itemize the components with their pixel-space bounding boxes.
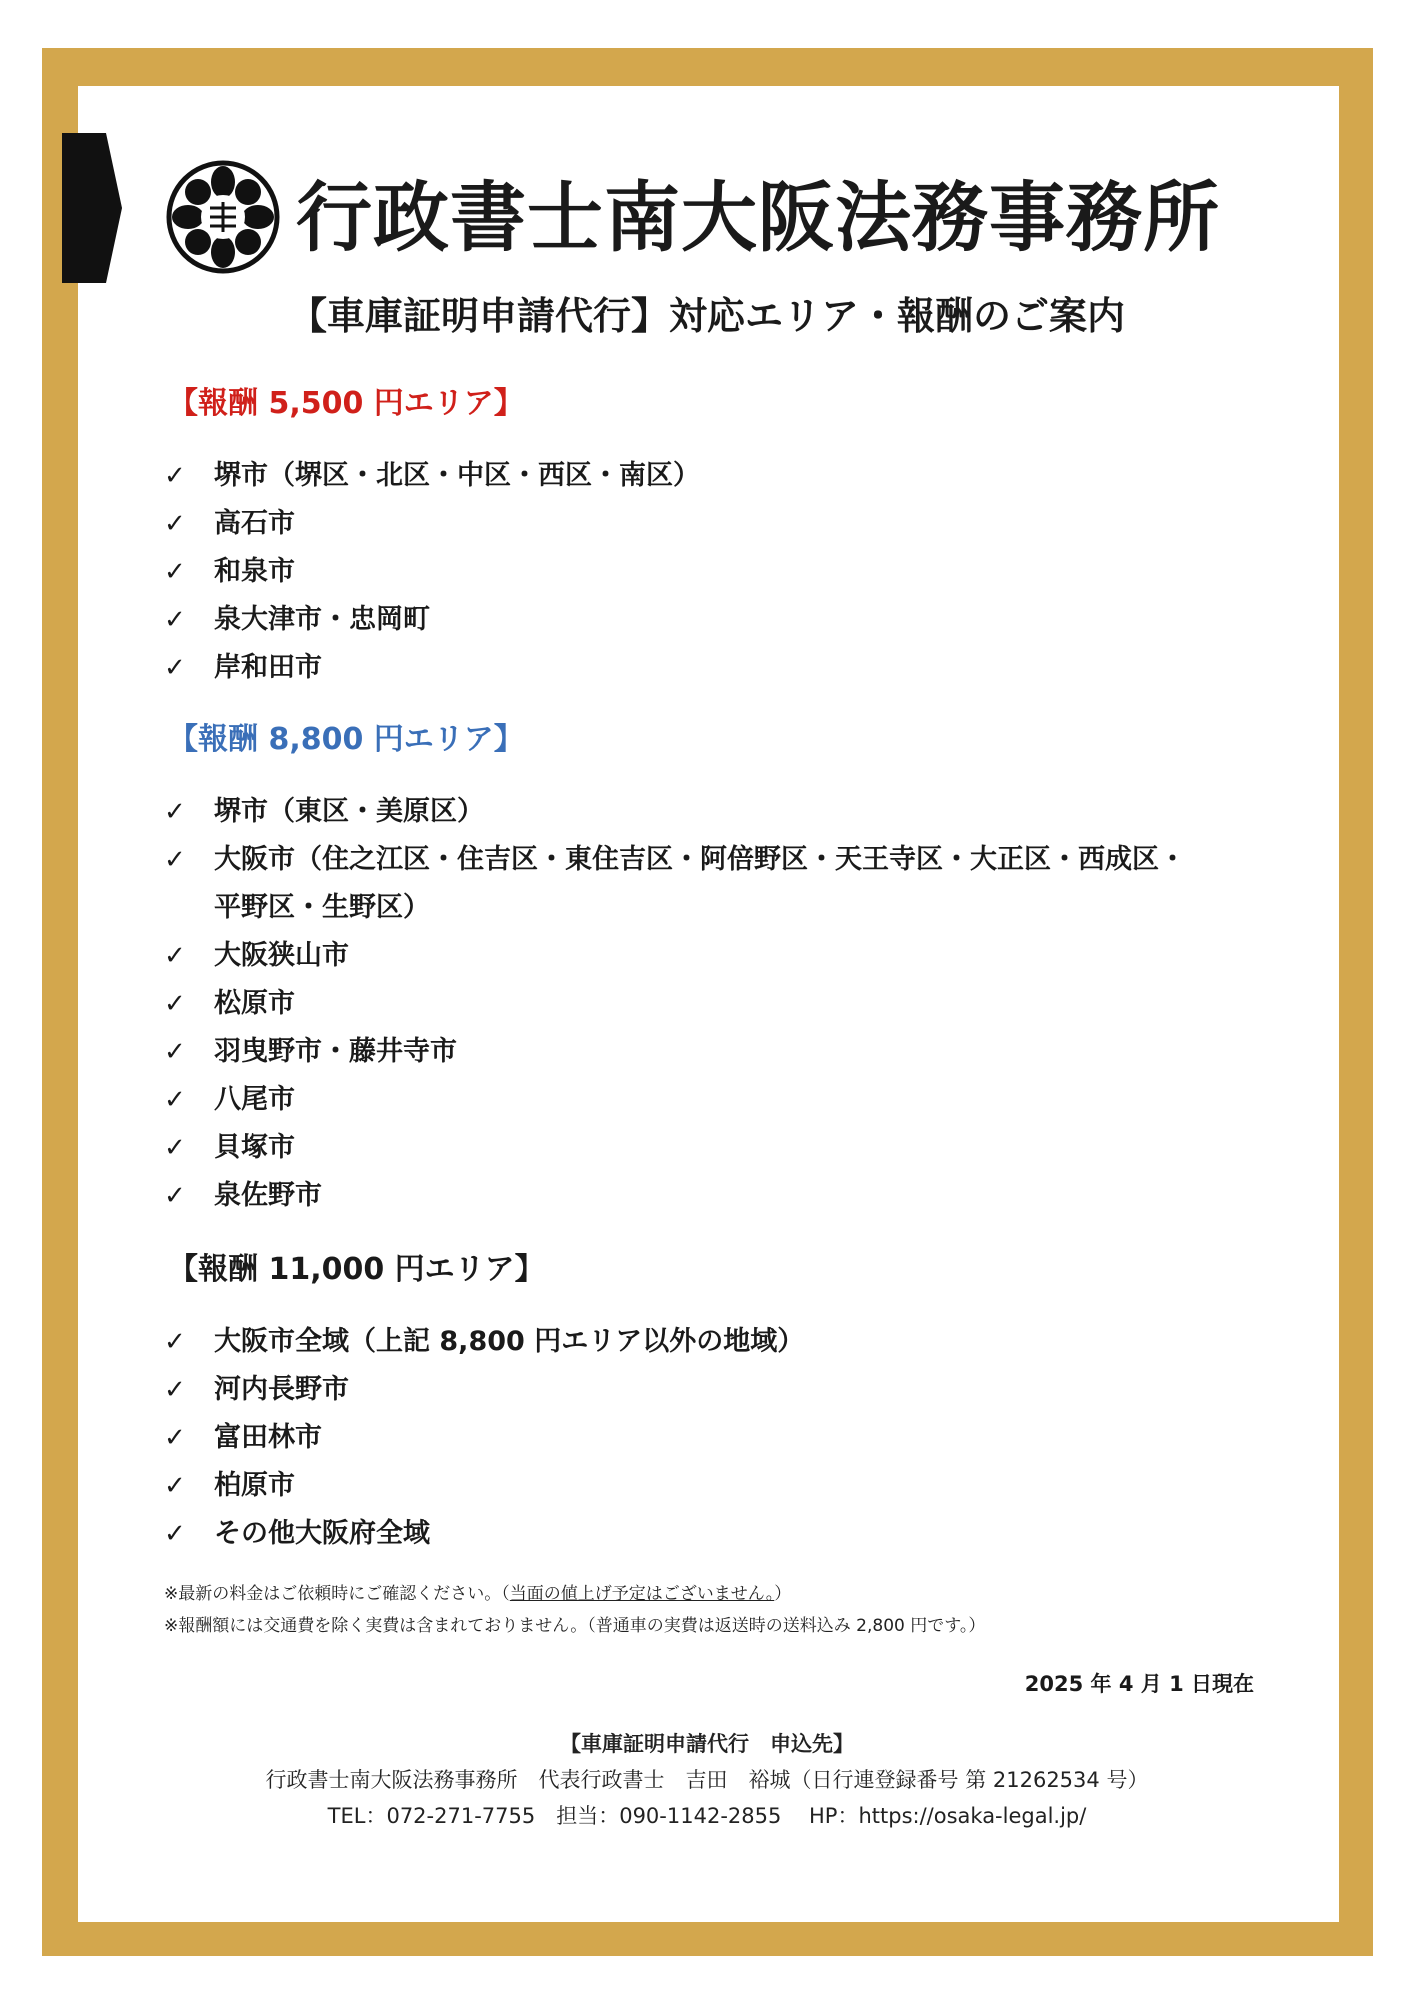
list-item: ✓ 柏原市	[160, 1462, 804, 1510]
check-icon: ✓	[164, 797, 186, 827]
check-icon: ✓	[164, 941, 186, 971]
list-item: ✓ 羽曳野市・藤井寺市	[160, 1028, 1186, 1076]
list-item: ✓ 大阪市（住之江区・住吉区・東住吉区・阿倍野区・天王寺区・大正区・西成区・	[160, 836, 1186, 884]
check-icon: ✓	[164, 989, 186, 1019]
check-icon: ✓	[164, 653, 186, 683]
check-icon: ✓	[164, 509, 186, 539]
list-item: ✓ 富田林市	[160, 1414, 804, 1462]
contact-phone-line: TEL：072-271-7755 担当：090-1142-2855 HP：https://osaka-legal.jp/	[327, 1804, 1087, 1828]
section-heading-5500: 【報酬 5,500 円エリア】	[168, 386, 524, 421]
office-emblem-logo	[166, 160, 280, 274]
list-item-continuation: 平野区・生野区）	[214, 892, 430, 923]
list-item: ✓ 泉大津市・忠岡町	[160, 596, 700, 644]
check-icon: ✓	[164, 1037, 186, 1067]
check-icon: ✓	[164, 1519, 186, 1549]
contact-heading: 【車庫証明申請代行 申込先】	[560, 1732, 854, 1756]
list-item: ✓ 大阪市全域（上記 8,800 円エリア以外の地域）	[160, 1318, 804, 1366]
list-item: ✓ 河内長野市	[160, 1366, 804, 1414]
area-list-5500	[160, 452, 700, 692]
check-icon: ✓	[164, 461, 186, 491]
list-item: ✓ 泉佐野市	[160, 1172, 1186, 1220]
area-list-8800	[160, 788, 1186, 1220]
list-item: ✓ 貝塚市	[160, 1124, 1186, 1172]
document-subtitle: 【車庫証明申請代行】対応エリア・報酬のご案内	[288, 294, 1125, 338]
check-icon: ✓	[164, 1133, 186, 1163]
check-icon: ✓	[164, 1085, 186, 1115]
note-expenses: ※報酬額には交通費を除く実費は含まれておりません。（普通車の実費は返送時の送料込み 2,800 円です。）	[164, 1616, 986, 1636]
check-icon: ✓	[164, 605, 186, 635]
check-icon: ✓	[164, 1375, 186, 1405]
as-of-date: 2025 年 4 月 1 日現在	[1024, 1672, 1254, 1696]
check-icon: ✓	[164, 1327, 186, 1357]
note-underlined-text: 当面の値上げ予定はございません。	[509, 1584, 775, 1604]
list-item: ✓ その他大阪府全域	[160, 1510, 804, 1558]
area-list-11000	[160, 1318, 804, 1558]
check-icon: ✓	[164, 1423, 186, 1453]
section-heading-8800: 【報酬 8,800 円エリア】	[168, 722, 524, 757]
section-heading-11000: 【報酬 11,000 円エリア】	[168, 1252, 545, 1287]
list-item: ✓ 八尾市	[160, 1076, 1186, 1124]
list-item: ✓ 和泉市	[160, 548, 700, 596]
list-item: ✓ 岸和田市	[160, 644, 700, 692]
note-price-confirmation: ※最新の料金はご依頼時にご確認ください。（当面の値上げ予定はございません。）	[164, 1584, 792, 1604]
black-tab-marker	[62, 133, 122, 283]
list-item: ✓ 堺市（堺区・北区・中区・西区・南区）	[160, 452, 700, 500]
office-name-title: 行政書士南大阪法務事務所	[296, 173, 1220, 262]
list-item: ✓ 堺市（東区・美原区）	[160, 788, 1186, 836]
list-item: ✓ 大阪狭山市	[160, 932, 1186, 980]
check-icon: ✓	[164, 1471, 186, 1501]
check-icon: ✓	[164, 1181, 186, 1211]
check-icon: ✓	[164, 557, 186, 587]
list-item: ✓ 高石市	[160, 500, 700, 548]
contact-office-line: 行政書士南大阪法務事務所 代表行政書士 吉田 裕城（日行連登録番号 第 21262534 号）	[265, 1768, 1149, 1792]
check-icon: ✓	[164, 845, 186, 875]
list-item: ✓ 松原市	[160, 980, 1186, 1028]
